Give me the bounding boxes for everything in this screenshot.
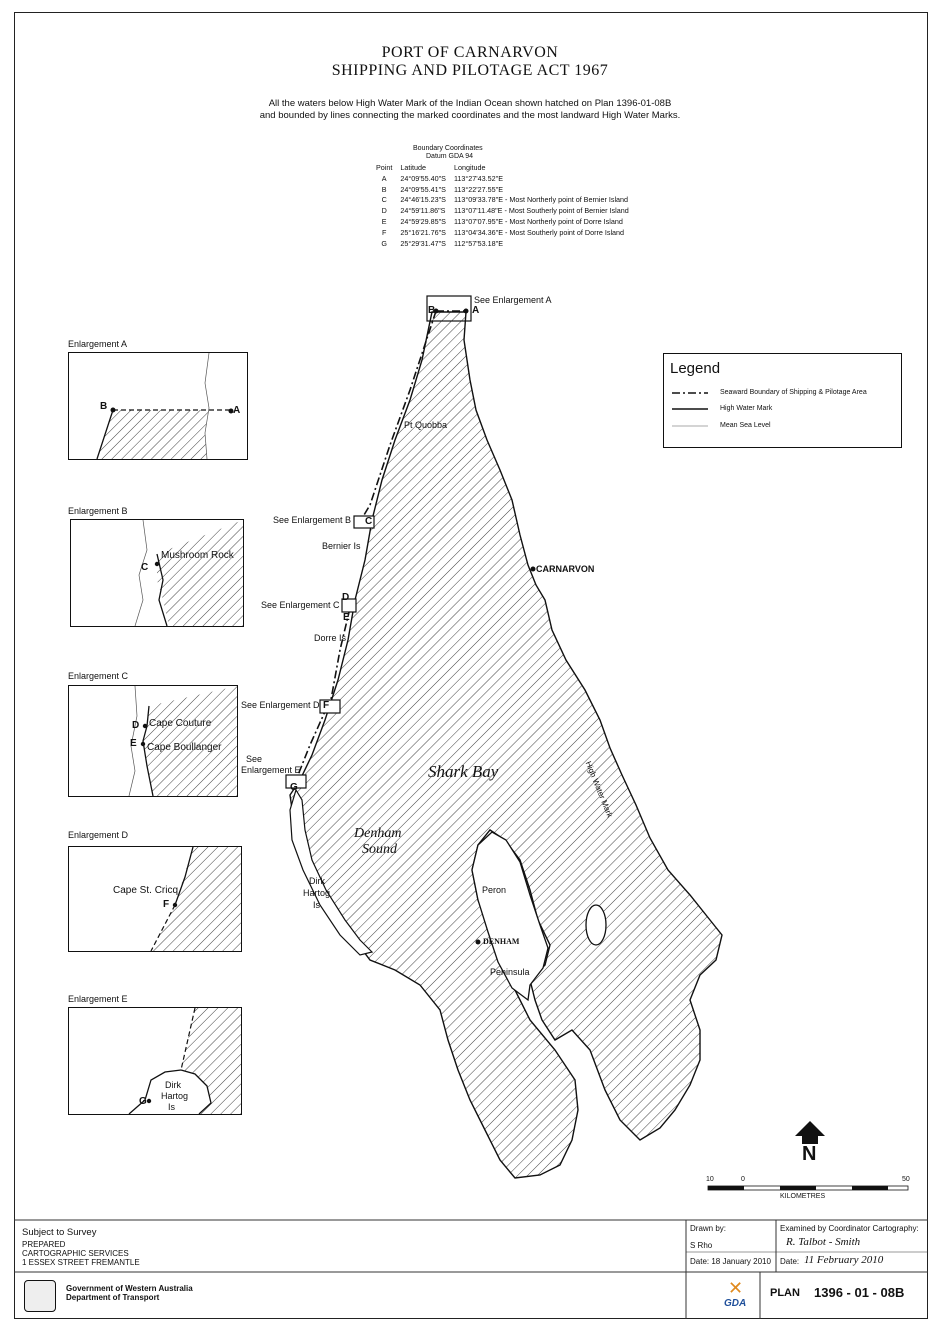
- coord-point: G: [381, 238, 387, 248]
- scale-tick-10: 10: [706, 1176, 714, 1183]
- coord-point: E: [381, 216, 387, 226]
- scale-tick-50: 50: [902, 1176, 910, 1183]
- coords-col-lon: Longitude: [453, 163, 486, 172]
- legend-item-hwm: High Water Mark: [720, 405, 773, 412]
- faure-island: [586, 905, 606, 945]
- coord-lat: 24°09'55.41"S: [400, 184, 446, 194]
- point-c-label: C: [365, 516, 373, 527]
- exam-date-value: 11 February 2010: [804, 1254, 884, 1266]
- drawn-by-value: S Rho: [690, 1241, 713, 1250]
- enl-b-point-c: C: [141, 562, 149, 573]
- subject-to-survey: Subject to Survey: [22, 1227, 97, 1238]
- legend-item-boundary: Seaward Boundary of Shipping & Pilotage Area: [720, 389, 867, 396]
- point-e-label: E: [343, 612, 350, 623]
- denham-sound-label-2: Sound: [362, 842, 397, 857]
- enl-a-point-b: B: [100, 401, 108, 412]
- point-f-label: F: [323, 700, 330, 711]
- enlargement-d-title: Enlargement D: [68, 830, 129, 840]
- enlargement-a-panel: [68, 352, 248, 460]
- denham-marker: [476, 940, 481, 945]
- enlargement-e-panel: [68, 1007, 242, 1115]
- coord-lat: 25°16'21.76"S: [400, 227, 446, 237]
- legend-item-msl: Mean Sea Level: [720, 422, 771, 429]
- enlargement-a-title: Enlargement A: [68, 339, 128, 349]
- coords-datum: Datum GDA 94: [426, 153, 474, 160]
- coord-point: B: [381, 184, 387, 194]
- enlargement-c-panel: [68, 685, 238, 797]
- coord-lon: 113°09'33.78"E - Most Northerly point of Bernier Island: [453, 195, 629, 205]
- pt-quobba-label: Pt Quobba: [404, 420, 448, 430]
- coord-lon: 113°07'11.48"E - Most Southerly point of Bernier Island: [453, 206, 629, 216]
- coord-lon: 112°57'53.18"E: [453, 238, 503, 248]
- carnarvon-marker: [531, 567, 536, 572]
- coord-lon: 113°04'34.36"E - Most Southerly point of Dorre Island: [453, 227, 625, 237]
- point-d-label: D: [342, 592, 350, 603]
- hatched-waters: [290, 312, 722, 1178]
- enl-c-point-e: E: [130, 738, 137, 749]
- shark-bay-label: Shark Bay: [428, 762, 499, 781]
- dirk-label-3: Is: [313, 900, 321, 910]
- coord-point: C: [381, 195, 387, 205]
- gov-line-2: Department of Transport: [66, 1293, 160, 1302]
- denham-label: DENHAM: [483, 937, 520, 946]
- see-enlargement-c: See Enlargement C: [261, 600, 340, 610]
- peron-label: Peron: [482, 885, 507, 895]
- coords-heading: Boundary Coordinates: [413, 145, 483, 152]
- scale-bar: [708, 1186, 908, 1190]
- legend-title: Legend: [670, 360, 721, 377]
- dirk-label-2: Hartog: [303, 888, 331, 898]
- drawn-date: Date: 18 January 2010: [690, 1257, 771, 1266]
- plan-label: PLAN: [770, 1287, 800, 1299]
- peninsula-label: Peninsula: [490, 967, 530, 977]
- enlargement-b-title: Enlargement B: [68, 506, 128, 516]
- north-label: N: [802, 1143, 817, 1165]
- coord-lat: 25°29'31.47"S: [400, 238, 446, 248]
- hwm-label: High Water Mark: [583, 760, 615, 819]
- bernier-label: Bernier Is: [322, 541, 361, 551]
- coord-point: D: [381, 206, 387, 216]
- see-enlargement-b: See Enlargement B: [273, 515, 352, 525]
- plan-subtitle: SHIPPING AND PILOTAGE ACT 1967: [331, 62, 609, 79]
- coord-lat: 24°46'15.23"S: [400, 195, 446, 205]
- enl-d-point-f: F: [163, 899, 170, 910]
- see-enlargement-d: See Enlargement D: [241, 700, 320, 710]
- coord-lat: 24°09'55.40"S: [400, 173, 446, 183]
- scale-unit: KILOMETRES: [780, 1193, 826, 1200]
- see-enlargement-e-1: See: [246, 754, 263, 764]
- prepared-services: CARTOGRAPHIC SERVICES: [22, 1249, 129, 1258]
- coords-col-lat: Latitude: [400, 163, 426, 172]
- wa-crest-icon: [24, 1280, 56, 1312]
- enl-c-cape-couture: Cape Couture: [149, 718, 212, 729]
- dirk-label-1: Dirk: [309, 876, 325, 886]
- scale-tick-0: 0: [741, 1176, 745, 1183]
- gda-label: GDA: [724, 1298, 747, 1309]
- enl-e-point-g: G: [139, 1096, 147, 1107]
- coords-col-point: Point: [376, 163, 393, 172]
- enl-c-point-d: D: [132, 720, 140, 731]
- enl-e-dirk-2: Hartog: [161, 1091, 189, 1101]
- point-b-label: B: [428, 305, 436, 316]
- coord-lon: 113°07'07.95"E - Most Northerly point of Dorre Island: [453, 216, 623, 226]
- see-enlargement-e-2: Enlargement E: [241, 765, 301, 775]
- coord-lon: 113°27'43.52"E: [453, 173, 503, 183]
- plan-number: 1396 - 01 - 08B: [814, 1285, 905, 1300]
- gov-line-1: Government of Western Australia: [66, 1284, 193, 1293]
- examined-label: Examined by Coordinator Cartography:: [780, 1224, 919, 1233]
- coord-lat: 24°59'11.86"S: [400, 206, 446, 216]
- drawn-by-label: Drawn by:: [690, 1224, 727, 1233]
- enlargement-b-panel: [70, 519, 244, 627]
- gda-icon: ✕: [728, 1278, 744, 1298]
- enl-d-cape-st-cricq: Cape St. Cricq: [113, 885, 179, 896]
- coord-point: A: [381, 173, 387, 183]
- point-a-marker: [464, 309, 469, 314]
- coord-point: F: [382, 227, 387, 237]
- enl-a-point-a: A: [233, 405, 241, 416]
- carnarvon-label: CARNARVON: [536, 564, 595, 574]
- north-arrow-icon: [795, 1121, 825, 1144]
- point-a-label: A: [472, 305, 480, 316]
- prepared-label: PREPARED: [22, 1240, 66, 1249]
- plan-title: PORT OF CARNARVON: [381, 44, 559, 61]
- coord-lat: 24°59'29.85"S: [400, 216, 446, 226]
- description-line-1: All the waters below High Water Mark of the Indian Ocean shown hatched on Plan 1396-01-08B: [268, 98, 672, 109]
- enl-c-cape-boullanger: Cape Boullanger: [147, 742, 222, 753]
- prepared-address: 1 ESSEX STREET FREMANTLE: [22, 1258, 140, 1267]
- exam-date-label: Date:: [780, 1257, 800, 1266]
- dorre-label: Dorre Is: [314, 633, 347, 643]
- legend-box: [663, 353, 902, 448]
- description-line-2: and bounded by lines connecting the marked coordinates and the most landward High Water Marks.: [259, 110, 681, 121]
- enlargement-c-title: Enlargement C: [68, 671, 129, 681]
- see-enlargement-a: See Enlargement A: [474, 295, 552, 305]
- point-g-label: G: [290, 782, 298, 793]
- denham-sound-label-1: Denham: [354, 826, 402, 841]
- enl-e-dirk-1: Dirk: [165, 1080, 181, 1090]
- enlargement-e-title: Enlargement E: [68, 994, 128, 1004]
- enl-e-dirk-3: Is: [168, 1102, 176, 1112]
- coord-lon: 113°22'27.55"E: [453, 184, 503, 194]
- examined-signature: R. Talbot - Smith: [786, 1236, 861, 1248]
- enl-b-mushroom-rock: Mushroom Rock: [161, 550, 234, 561]
- enlargement-d-panel: [68, 846, 242, 952]
